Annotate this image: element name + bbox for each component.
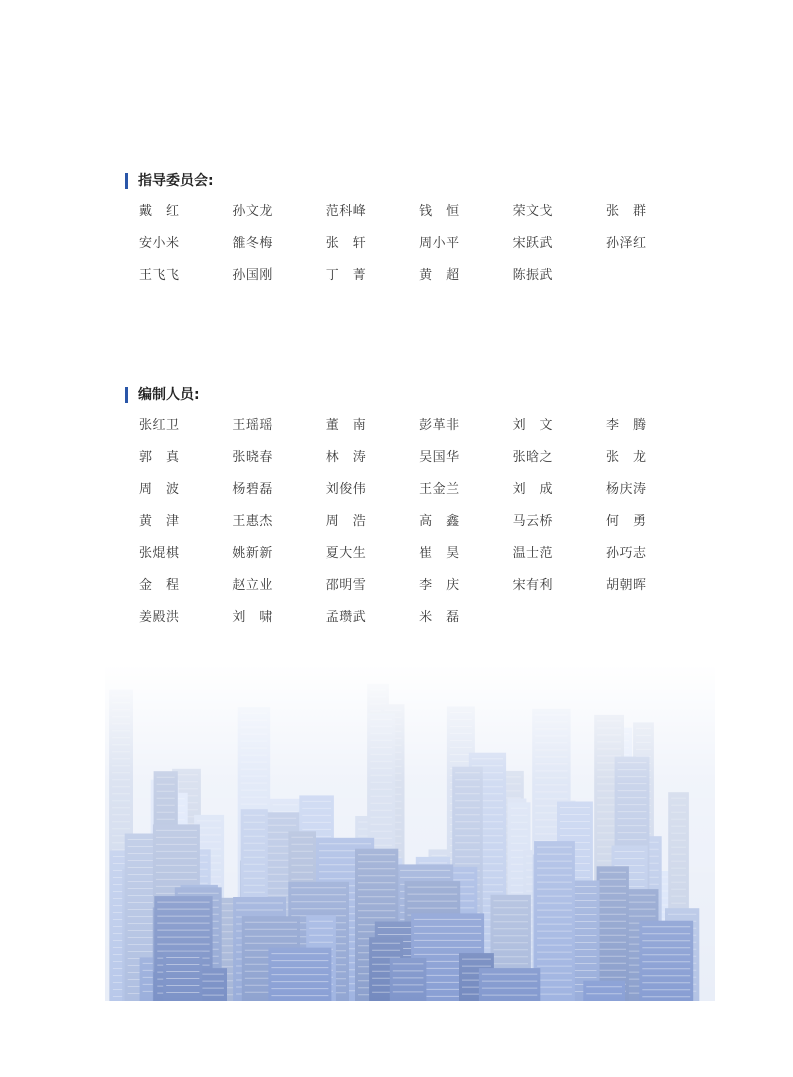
member-name: 董 南: [325, 418, 366, 433]
member-name: 黄 津: [139, 514, 179, 529]
member-name: 孙文龙: [232, 204, 273, 219]
member-name: 荣文戈: [512, 204, 553, 219]
member-name: 何 勇: [605, 514, 646, 529]
member-name: 宋跃武: [512, 236, 553, 251]
member-name: 林 涛: [325, 450, 366, 465]
member-name: 刘俊伟: [325, 482, 366, 497]
city-skyline-graphic: [105, 664, 715, 1001]
member-name: 姚新新: [232, 546, 273, 561]
guide-committee-names: [139, 203, 699, 299]
member-name: 周 浩: [325, 514, 366, 529]
member-name: 周小平: [419, 236, 460, 251]
member-name: 黄 超: [419, 268, 460, 283]
member-name: 张晓春: [232, 450, 273, 465]
editors-heading: 编制人员:: [125, 387, 200, 403]
city-skyline-image: [105, 664, 715, 1001]
member-name: 丁 菁: [325, 268, 366, 283]
member-name: 安小米: [139, 236, 179, 251]
member-name: 马云桥: [512, 514, 553, 529]
member-name: 高 鑫: [419, 514, 460, 529]
editors-names: [139, 417, 699, 641]
member-name: 孙泽红: [605, 236, 646, 251]
member-name: 张 龙: [605, 450, 646, 465]
member-name: 宋有利: [512, 578, 553, 593]
member-name: 郭 真: [139, 450, 179, 465]
member-name: 温士范: [512, 546, 553, 561]
member-name: 戴 红: [139, 204, 179, 219]
member-name: 张 轩: [325, 236, 366, 251]
member-name: 孟瓒武: [325, 610, 366, 625]
member-name: 王惠杰: [232, 514, 273, 529]
member-name: 王金兰: [419, 482, 460, 497]
member-name: 邵明雪: [325, 578, 366, 593]
member-name: 范科峰: [325, 204, 366, 219]
member-name: 李 庆: [419, 578, 460, 593]
member-name: 崔 昊: [419, 546, 460, 561]
member-name: 刘 啸: [232, 610, 273, 625]
member-name: 杨碧磊: [232, 482, 273, 497]
member-name: 赵立业: [232, 578, 273, 593]
member-name: 雒冬梅: [232, 236, 273, 251]
member-name: 刘 文: [512, 418, 553, 433]
member-name: 张晗之: [512, 450, 553, 465]
member-name: 吴国华: [419, 450, 460, 465]
city-top-fade: [105, 664, 715, 1001]
member-name: 胡朝晖: [605, 578, 646, 593]
member-name: 姜殿洪: [139, 610, 179, 625]
member-name: 钱 恒: [419, 204, 460, 219]
member-name: 王飞飞: [139, 268, 179, 283]
member-name: 陈振武: [512, 268, 553, 283]
member-name: 李 腾: [605, 418, 646, 433]
member-name: 孙国刚: [232, 268, 273, 283]
member-name: 金 程: [139, 578, 179, 593]
guide-committee-heading: 指导委员会:: [125, 173, 214, 189]
member-name: 张 群: [605, 204, 646, 219]
member-name: 彭革非: [419, 418, 460, 433]
member-name: 孙巧志: [605, 546, 646, 561]
member-name: 张红卫: [139, 418, 179, 433]
member-name: 周 波: [139, 482, 179, 497]
member-name: 刘 成: [512, 482, 553, 497]
member-name: 王瑶瑶: [232, 418, 273, 433]
member-name: 杨庆涛: [605, 482, 646, 497]
member-name: 米 磊: [419, 610, 460, 625]
member-name: 张焜棋: [139, 546, 179, 561]
member-name: 夏大生: [325, 546, 366, 561]
